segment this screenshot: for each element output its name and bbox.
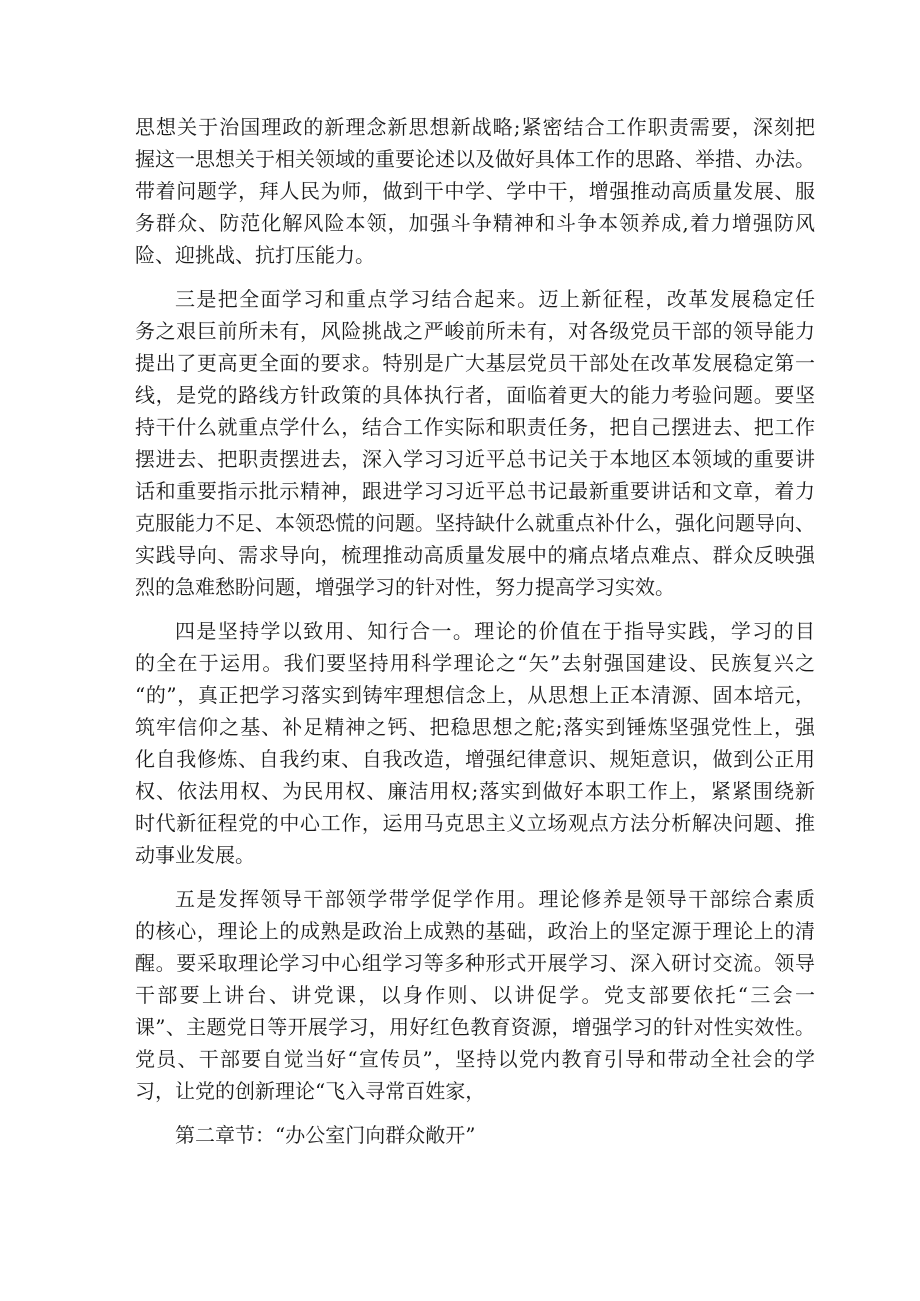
- text-line: 课”、主题党日等开展学习，用好红色教育资源，增强学习的针对性实效性。: [135, 1015, 815, 1039]
- text-line: 时代新征程党的中心工作，运用马克思主义立场观点方法分析解决问题、推: [135, 811, 815, 835]
- text-line: 提出了更高更全面的要求。特别是广大基层党员干部处在改革发展稳定第一: [135, 351, 815, 375]
- text-line: 的全在于运用。我们要坚持用科学理论之“矢”去射强国建设、民族复兴之: [135, 651, 815, 675]
- paragraph-point-five: [135, 883, 815, 1107]
- text-line: 四是坚持学以致用、知行合一。理论的价值在于指导实践，学习的目: [175, 619, 815, 643]
- text-line: 化自我修炼、自我约束、自我改造，增强纪律意识、规矩意识，做到公正用: [135, 747, 815, 771]
- chapter-heading: 第二章节：“办公室门向群众敞开”: [175, 1123, 476, 1147]
- text-line: 摆进去、把职责摆进去，深入学习习近平总书记关于本地区本领域的重要讲: [135, 447, 815, 471]
- paragraph-point-four: [135, 615, 815, 871]
- text-line: 醒。要采取理论学习中心组学习等多种形式开展学习、深入研讨交流。领导: [135, 951, 815, 975]
- text-line: 实践导向、需求导向，梳理推动高质量发展中的痛点堵点难点、群众反映强: [135, 543, 815, 567]
- text-line: 话和重要指示批示精神，跟进学习习近平总书记最新重要讲话和文章，着力: [135, 479, 815, 503]
- text-line: 的核心，理论上的成熟是政治上成熟的基础，政治上的坚定源于理论上的清: [135, 919, 815, 943]
- paragraph-point-three: [135, 283, 815, 603]
- text-line: 干部要上讲台、讲党课，以身作则、以讲促学。党支部要依托“三会一: [135, 983, 815, 1007]
- text-line: 烈的急难愁盼问题，增强学习的针对性，努力提高学习实效。: [135, 575, 675, 599]
- text-line: 带着问题学，拜人民为师，做到干中学、学中干，增强推动高质量发展、服: [135, 179, 815, 203]
- text-line: 思想关于治国理政的新理念新思想新战略;紧密结合工作职责需要，深刻把: [135, 115, 815, 139]
- text-line: 三是把全面学习和重点学习结合起来。迈上新征程，改革发展稳定任: [175, 287, 815, 311]
- text-line: 五是发挥领导干部领学带学促学作用。理论修养是领导干部综合素质: [175, 887, 815, 911]
- text-line: 持干什么就重点学什么，结合工作实际和职责任务，把自己摆进去、把工作: [135, 415, 815, 439]
- text-line: 握这一思想关于相关领域的重要论述以及做好具体工作的思路、举措、办法。: [135, 147, 815, 171]
- document-body: [135, 111, 815, 1163]
- text-line: 习，让党的创新理论“飞入寻常百姓家，: [135, 1079, 486, 1103]
- text-line: 党员、干部要自觉当好“宣传员”，坚持以党内教育引导和带动全社会的学: [135, 1047, 815, 1071]
- text-line: “的”，真正把学习落实到铸牢理想信念上，从思想上正本清源、固本培元，: [135, 683, 815, 707]
- text-line: 动事业发展。: [135, 843, 255, 867]
- text-line: 险、迎挑战、抗打压能力。: [135, 243, 375, 267]
- text-line: 务之艰巨前所未有，风险挑战之严峻前所未有，对各级党员干部的领导能力: [135, 319, 815, 343]
- text-line: 权、依法用权、为民用权、廉洁用权;落实到做好本职工作上，紧紧围绕新: [135, 779, 815, 803]
- text-line: 克服能力不足、本领恐慌的问题。坚持缺什么就重点补什么，强化问题导向、: [135, 511, 815, 535]
- section-heading: [135, 1119, 815, 1151]
- text-line: 线，是党的路线方针政策的具体执行者，面临着更大的能力考验问题。要坚: [135, 383, 815, 407]
- text-line: 务群众、防范化解风险本领，加强斗争精神和斗争本领养成,着力增强防风: [135, 211, 815, 235]
- text-line: 筑牢信仰之基、补足精神之钙、把稳思想之舵;落实到锤炼坚强党性上，强: [135, 715, 815, 739]
- paragraph-continued: [135, 111, 815, 271]
